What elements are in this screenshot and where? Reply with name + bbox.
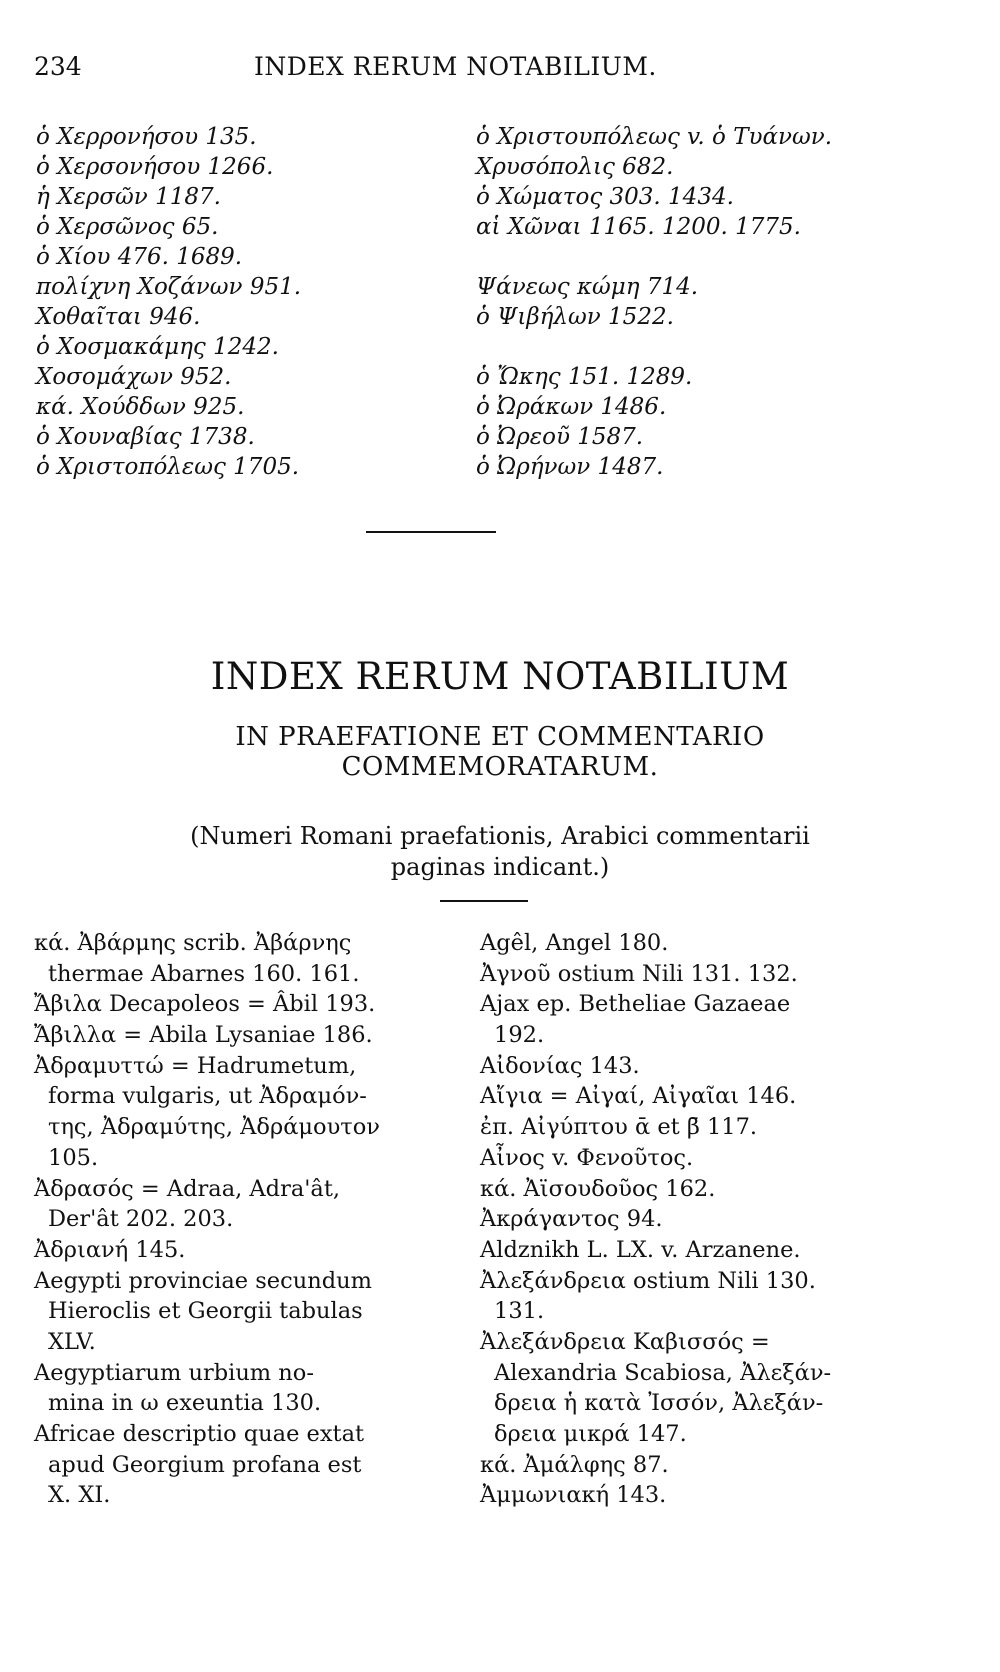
index-entry: ὁ Χώματος 303. 1434. xyxy=(476,184,734,210)
page-number: 234 xyxy=(34,52,82,81)
section-note: (Numeri Romani praefationis, Arabici commentarii xyxy=(190,822,810,850)
index-entry: κά. Ἀϊσουδοῦος 162. xyxy=(480,1175,716,1202)
section-title: INDEX RERUM NOTABILIUM xyxy=(210,655,790,698)
index-entry: Χρυσόπολις 682. xyxy=(476,154,674,180)
index-entry: ὁ Ὠράκων 1486. xyxy=(476,394,667,420)
index-entry: 131. xyxy=(494,1298,545,1325)
index-entry: Aegypti provinciae secundum xyxy=(34,1267,372,1294)
blank-line xyxy=(476,332,946,362)
index-entry: ὁ Ψιβήλων 1522. xyxy=(476,304,674,330)
index-entry: κά. Χούδδων 925. xyxy=(36,394,245,420)
index-entry: Ψάνεως κώμη 714. xyxy=(476,274,699,300)
index-entry: της, Ἀδραμύτης, Ἀδράμουτον xyxy=(48,1114,380,1141)
index-entry: forma vulgaris, ut Ἀδραμόν- xyxy=(48,1083,367,1110)
index-entry: Aldznikh L. LX. v. Arzanene. xyxy=(480,1236,801,1263)
blank-line xyxy=(476,242,946,272)
index-entry: ὁ Χουναβίας 1738. xyxy=(36,424,255,450)
running-title: INDEX RERUM NOTABILIUM. xyxy=(254,52,657,81)
section-subtitle: IN PRAEFATIONE ET COMMENTARIO xyxy=(235,722,765,752)
section-note: paginas indicant.) xyxy=(390,853,610,881)
running-head xyxy=(34,52,934,92)
section-divider xyxy=(440,900,528,902)
index-entry: κά. Ἀβάρμης scrib. Ἀβάρνης xyxy=(34,930,352,956)
index-entry: ὁ Χερσῶνος 65. xyxy=(36,214,219,240)
index-entry: ὁ Χερρονήσου 135. xyxy=(36,124,257,150)
index-entry: δρεια ἡ κατὰ Ἰσσόν, Ἀλεξάν- xyxy=(494,1390,824,1417)
index-entry: Alexandria Scabiosa, Ἀλεξάν- xyxy=(494,1359,832,1386)
index-entry: 105. xyxy=(48,1144,99,1171)
index-entry: ὁ Ὤκης 151. 1289. xyxy=(476,364,693,390)
index-entry: Ἀγνοῦ ostium Nili 131. 132. xyxy=(480,960,798,987)
index-entry: apud Georgium profana est xyxy=(48,1451,362,1478)
index-entry: ὁ Χριστοπόλεως 1705. xyxy=(36,454,300,480)
index-entry: Ἀμμωνιακή 143. xyxy=(480,1482,667,1509)
index-entry: ὁ Ὠρήνων 1487. xyxy=(476,454,664,480)
upper-left-column xyxy=(36,122,456,482)
index-entry: Ἀκράγαντος 94. xyxy=(480,1206,663,1233)
index-entry: αἱ Χῶναι 1165. 1200. 1775. xyxy=(476,214,801,240)
index-entry: Ἀλεξάνδρεια Καβισσός = xyxy=(480,1328,770,1355)
index-entry: κά. Ἀμάλφης 87. xyxy=(480,1451,669,1478)
index-entry: ὁ Χερσονήσου 1266. xyxy=(36,154,274,180)
section-subtitle: COMMEMORATARUM. xyxy=(341,752,659,782)
lower-left-column xyxy=(34,928,464,1511)
index-entry: X. XI. xyxy=(48,1482,111,1509)
index-entry: Hieroclis et Georgii tabulas xyxy=(48,1298,363,1325)
index-entry: ἐπ. Αἰγύπτου ᾱ et β̄ 117. xyxy=(480,1114,758,1141)
index-entry: Der'ât 202. 203. xyxy=(48,1206,234,1233)
index-entry: Aegyptiarum urbium no- xyxy=(34,1359,314,1386)
index-entry: Αἶνος v. Φενοῦτος. xyxy=(480,1144,694,1171)
index-entry: Agêl, Angel 180. xyxy=(480,930,669,956)
index-entry: ὁ Χίου 476. 1689. xyxy=(36,244,243,270)
index-entry: XLV. xyxy=(48,1328,96,1355)
index-entry: Ἀδριανή 145. xyxy=(34,1236,186,1263)
upper-right-column xyxy=(476,122,946,482)
index-entry: δρεια μικρά 147. xyxy=(494,1421,687,1447)
index-entry: Χοθαῖται 946. xyxy=(36,304,201,330)
index-entry: ἡ Χερσῶν 1187. xyxy=(36,184,221,210)
index-entry: Ἀδρασός = Adraa, Adra'ât, xyxy=(34,1175,341,1202)
index-entry: Africae descriptio quae extat xyxy=(34,1421,365,1447)
index-entry: Ἄβιλλα = Abila Lysaniae 186. xyxy=(34,1022,373,1049)
index-entry: Ἀλεξάνδρεια ostium Nili 130. xyxy=(480,1267,816,1294)
index-entry: mina in ω exeuntia 130. xyxy=(48,1390,322,1417)
index-entry: Ἄβιλα Decapoleos = Âbil 193. xyxy=(34,991,376,1018)
index-entry: πολίχνη Χοζάνων 951. xyxy=(36,274,302,300)
index-entry: thermae Abarnes 160. 161. xyxy=(48,960,360,987)
lower-right-column xyxy=(480,928,950,1511)
index-entry: ὁ Χριστουπόλεως v. ὁ Τυάνων. xyxy=(476,124,833,150)
index-entry: Ἀδραμυττώ = Hadrumetum, xyxy=(34,1052,357,1079)
index-entry: Χοσομάχων 952. xyxy=(36,364,232,390)
section-divider xyxy=(366,531,496,533)
index-entry: ὁ Χοσμακάμης 1242. xyxy=(36,334,279,360)
index-entry: Αἴγια = Αἰγαί, Αἰγαῖαι 146. xyxy=(480,1083,797,1110)
index-entry: Ajax ep. Betheliae Gazaeae xyxy=(480,991,791,1018)
index-entry: Αἰδονίας 143. xyxy=(480,1052,640,1079)
index-entry: 192. xyxy=(494,1022,545,1049)
index-entry: ὁ Ὠρεοῦ 1587. xyxy=(476,424,644,450)
